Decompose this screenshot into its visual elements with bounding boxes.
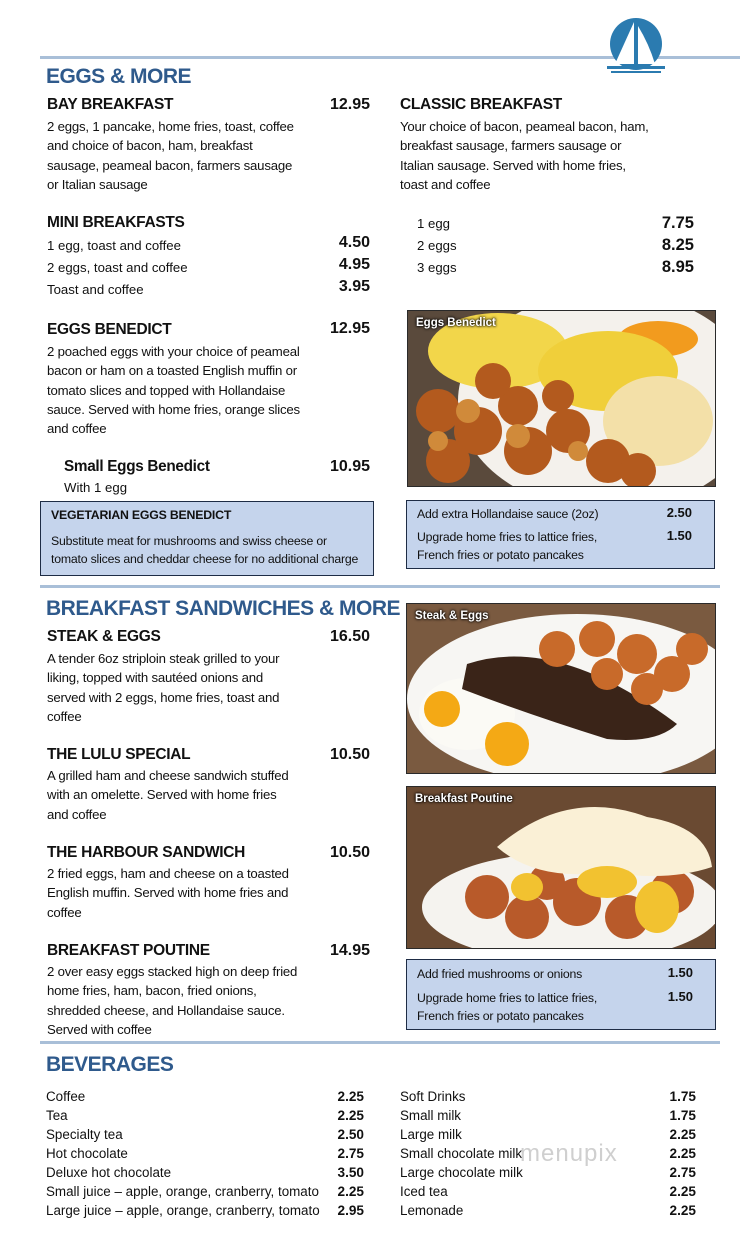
desc-classic-breakfast: Your choice of bacon, peameal bacon, ham, breakfast sausage, farmers sausage or Italian sausage. Served with home fries, toast and coffee <box>400 119 649 192</box>
beverage-price: 2.25 <box>669 1127 696 1142</box>
beverage-price: 2.75 <box>337 1146 364 1161</box>
beverage-name: Hot chocolate <box>46 1146 128 1161</box>
beverage-price: 2.25 <box>337 1184 364 1199</box>
section-title-eggs: EGGS & MORE <box>46 65 192 88</box>
beverage-price: 3.50 <box>337 1165 364 1180</box>
photo-steak-eggs <box>406 603 716 774</box>
addon-price: 1.50 <box>666 528 692 543</box>
mini-option-label: 2 eggs, toast and coffee <box>47 260 188 275</box>
classic-option-price: 7.75 <box>661 214 694 232</box>
addon-label: Upgrade home fries to lattice fries, French fries or potato pancakes <box>417 991 598 1023</box>
photo-breakfast-poutine <box>406 786 716 949</box>
desc-harbour-sandwich: 2 fried eggs, ham and cheese on a toasted English muffin. Served with home fries and coffee <box>47 866 289 920</box>
divider-rule <box>40 585 720 588</box>
mini-option-label: 1 egg, toast and coffee <box>47 238 181 253</box>
beverage-price: 2.25 <box>337 1089 364 1104</box>
vegetarian-benedict-desc: Substitute meat for mushrooms and swiss cheese or tomato slices and cheddar cheese for no additional charge <box>51 534 359 566</box>
addon-label: Add fried mushrooms or onions <box>417 967 583 981</box>
photo-label-breakfast-poutine: Breakfast Poutine <box>415 793 513 805</box>
beverage-price: 2.95 <box>337 1203 364 1218</box>
mini-option-price: 4.95 <box>338 256 370 273</box>
beverage-price: 2.50 <box>337 1127 364 1142</box>
classic-option-label: 2 eggs <box>417 238 457 253</box>
item-name-breakfast-poutine: BREAKFAST POUTINE <box>47 942 210 959</box>
classic-option-price: 8.25 <box>661 236 694 254</box>
beverage-name: Tea <box>46 1108 68 1123</box>
desc-breakfast-poutine: 2 over easy eggs stacked high on deep fried home fries, ham, bacon, fried onions, shredded cheese, and Hollandaise sauce. Served with coffee <box>47 964 298 1037</box>
price-eggs-benedict: 12.95 <box>329 320 370 337</box>
addon-price: 2.50 <box>666 505 692 520</box>
classic-option-label: 3 eggs <box>417 260 457 275</box>
classic-option-price: 8.95 <box>661 258 694 276</box>
price-steak-eggs: 16.50 <box>329 628 370 645</box>
vegetarian-benedict-title: VEGETARIAN EGGS BENEDICT <box>51 508 232 522</box>
photo-label-steak-eggs: Steak & Eggs <box>415 610 489 622</box>
beverage-price: 2.25 <box>669 1184 696 1199</box>
beverage-price: 1.75 <box>669 1108 696 1123</box>
desc-bay-breakfast: 2 eggs, 1 pancake, home fries, toast, coffee and choice of bacon, ham, breakfast sausage, peameal bacon, farmers sausage or Italian sausage <box>47 119 294 192</box>
divider-rule <box>40 1041 720 1044</box>
item-name-bay-breakfast: BAY BREAKFAST <box>47 96 174 113</box>
beverage-price: 2.75 <box>669 1165 696 1180</box>
desc-steak-eggs: A tender 6oz striploin steak grilled to your liking, topped with sautéed onions and served with 2 eggs, home fries, toast and coffee <box>47 651 280 724</box>
item-name-classic-breakfast: CLASSIC BREAKFAST <box>400 96 562 113</box>
vegetarian-benedict-box <box>40 501 374 576</box>
beverage-name: Large juice – apple, orange, cranberry, tomato <box>46 1203 320 1218</box>
item-name-harbour-sandwich: THE HARBOUR SANDWICH <box>47 844 246 861</box>
beverage-name: Iced tea <box>400 1184 448 1199</box>
price-bay-breakfast: 12.95 <box>329 96 370 113</box>
price-small-eggs-benedict: 10.95 <box>329 458 370 475</box>
beverage-name: Lemonade <box>400 1203 464 1218</box>
sandwich-addons-box <box>406 959 716 1030</box>
classic-option-label: 1 egg <box>417 216 451 231</box>
addon-label: Upgrade home fries to lattice fries, French fries or potato pancakes <box>417 530 598 562</box>
sailboat-logo-icon <box>603 14 669 78</box>
beverage-name: Small chocolate milk <box>400 1146 523 1161</box>
eggs-addons-box <box>406 500 715 569</box>
item-name-eggs-benedict: EGGS BENEDICT <box>47 321 172 338</box>
beverage-name: Small milk <box>400 1108 462 1123</box>
item-name-mini-breakfasts: MINI BREAKFASTS <box>47 214 185 231</box>
beverage-name: Coffee <box>46 1089 86 1104</box>
watermark: menupix <box>520 1140 618 1167</box>
addon-label: Add extra Hollandaise sauce (2oz) <box>417 507 599 521</box>
price-lulu-special: 10.50 <box>329 746 370 763</box>
beverage-name: Deluxe hot chocolate <box>46 1165 172 1180</box>
photo-label-eggs-benedict: Eggs Benedict <box>416 317 496 329</box>
beverage-price: 2.25 <box>337 1108 364 1123</box>
beverage-name: Small juice – apple, orange, cranberry, tomato <box>46 1184 319 1199</box>
mini-option-label: Toast and coffee <box>47 282 144 297</box>
beverage-name: Large milk <box>400 1127 462 1142</box>
photo-eggs-benedict <box>407 310 716 487</box>
mini-option-price: 4.50 <box>338 234 370 251</box>
beverage-name: Specialty tea <box>46 1127 123 1142</box>
desc-lulu-special: A grilled ham and cheese sandwich stuffed with an omelette. Served with home fries and coffee <box>47 768 289 822</box>
item-name-steak-eggs: STEAK & EGGS <box>47 628 161 645</box>
item-name-small-eggs-benedict: Small Eggs Benedict <box>64 458 210 475</box>
beverage-name: Soft Drinks <box>400 1089 466 1104</box>
mini-option-price: 3.95 <box>338 278 370 295</box>
addon-price: 1.50 <box>667 965 693 980</box>
section-title-beverages: BEVERAGES <box>46 1053 174 1076</box>
price-breakfast-poutine: 14.95 <box>329 942 370 959</box>
section-title-sandwiches: BREAKFAST SANDWICHES & MORE <box>46 597 401 620</box>
beverage-price: 2.25 <box>669 1203 696 1218</box>
desc-eggs-benedict: 2 poached eggs with your choice of peameal bacon or ham on a toasted English muffin or tomato slices and topped with Hollandaise sauce. Served with home fries, orange slices and coffee <box>47 344 300 437</box>
beverage-price: 2.25 <box>669 1146 696 1161</box>
price-harbour-sandwich: 10.50 <box>329 844 370 861</box>
item-name-lulu-special: THE LULU SPECIAL <box>47 746 191 763</box>
desc-small-eggs-benedict: With 1 egg <box>64 480 128 495</box>
beverage-price: 1.75 <box>669 1089 696 1104</box>
beverage-name: Large chocolate milk <box>400 1165 523 1180</box>
addon-price: 1.50 <box>667 989 693 1004</box>
